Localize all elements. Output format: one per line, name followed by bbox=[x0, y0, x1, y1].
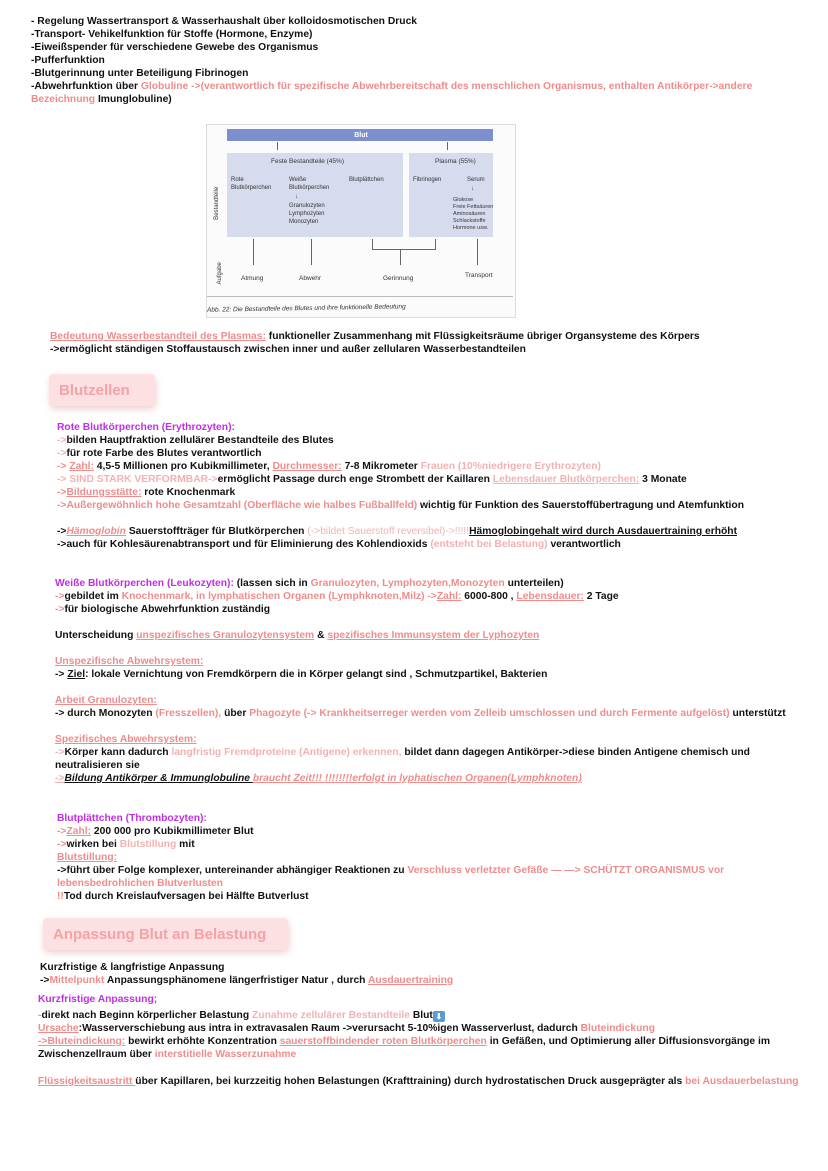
anp-line-2: ->Mittelpunkt Anpassungsphänomene längerfristiger Natur , durch Ausdauertraining bbox=[40, 975, 454, 986]
thromb-line-5: lebensbedrohlichen Blutverlusten bbox=[57, 878, 223, 889]
thromb-line-6: !!Tod durch Kreislaufversagen bei Hälfte Butverlust bbox=[57, 891, 309, 902]
thromb-title: Blutplättchen (Thrombozyten): bbox=[57, 813, 207, 824]
ery-line-2: ->für rote Farbe des Blutes verantwortlich bbox=[57, 448, 262, 459]
leuko-line-1: ->gebildet im Knochenmark, in lymphatischen Organen (Lymphknoten,Milz) ->Zahl: 6000-800 , Lebensdauer: 2 Tage bbox=[55, 591, 619, 602]
side-label-function: Aufgabe bbox=[216, 262, 223, 285]
cell-platelets: Blutplättchen bbox=[349, 177, 384, 183]
connector bbox=[400, 249, 401, 265]
anp-line-3: Kurzfristige Anpassung; bbox=[38, 994, 158, 1005]
unterscheidung-line: Unterscheidung unspezifisches Granulozytensystem & spezifisches Immunsystem der Lyphozyten bbox=[55, 630, 540, 641]
connector bbox=[477, 239, 478, 265]
bedeutung-line-2: ->ermöglicht ständigen Stoffaustausch zwischen inner und außer zellularen Wasserbestandteilen bbox=[50, 344, 526, 355]
function-transport: Transport bbox=[465, 272, 493, 279]
plasma-heading: Plasma (55%) bbox=[435, 158, 476, 165]
intro-line-4: -Pufferfunktion bbox=[31, 55, 105, 66]
anp-line-7: Zwischenzellraum über interstitielle Wasserzunahme bbox=[38, 1049, 297, 1060]
granulozyten-heading: Arbeit Granulozyten: bbox=[55, 695, 157, 706]
spez-line-3: ->Bildung Antikörper & Immunglobuline braucht Zeit!!! !!!!!!!!erfolgt in lyphatischen Organen(Lymphknoten) bbox=[55, 773, 582, 784]
arrow-glyph: ↓ bbox=[471, 186, 474, 192]
thromb-line-2: ->wirken bei Blutstillung mit bbox=[57, 839, 195, 850]
plasma-serum: Serum bbox=[467, 177, 485, 183]
anp-line-5: Ursache:Wasserverschiebung aus intra in extravasalen Raum ->verursacht 5-10%igen Wasserverlust, dadurch Bluteindickung bbox=[38, 1023, 655, 1034]
spez-heading: Spezifisches Abwehrsystem: bbox=[55, 734, 197, 745]
connector bbox=[372, 249, 436, 250]
ery-line-8: ->auch für Kohlesäurenabtransport und für Eliminierung des Kohlendioxids (entsteht bei Belastung) verantwortlich bbox=[57, 539, 621, 550]
figure-caption: Abb. 22: Die Bestandteile des Blutes und ihre funktionelle Bedeutung bbox=[206, 303, 406, 314]
section-heading-anpassung: Anpassung Blut an Belastung bbox=[43, 918, 288, 950]
function-breathing: Atmung bbox=[241, 275, 264, 282]
intro-line-7: Bezeichnung Imunglobuline) bbox=[31, 94, 172, 105]
bedeutung-line-1: Bedeutung Wasserbestandteil des Plasmas: funktioneller Zusammenhang mit Flüssigkeitsräume übriger Organsysteme des Körpers bbox=[50, 331, 700, 342]
intro-line-2: -Transport- Vehikelfunktion für Stoffe (Hormone, Enzyme) bbox=[31, 29, 313, 40]
cell-red-2: Blutkörperchen bbox=[231, 185, 272, 191]
thromb-line-1: ->Zahl: 200 000 pro Kubikmillimeter Blut bbox=[57, 826, 254, 837]
solid-components-heading: Feste Bestandteile (45%) bbox=[271, 158, 344, 165]
arrow-down-icon: ⬇ bbox=[433, 1011, 445, 1022]
cell-red: Rote bbox=[231, 177, 244, 183]
ery-line-1: ->bilden Hauptfraktion zellulärer Bestandteile des Blutes bbox=[57, 435, 334, 446]
function-defense: Abwehr bbox=[299, 275, 322, 282]
connector bbox=[311, 239, 312, 265]
intro-line-3: -Eiweißspender für verschiedene Gewebe des Organismus bbox=[31, 42, 319, 53]
cell-monocytes: Monozyten bbox=[289, 219, 319, 225]
section-heading-blutzellen: Blutzellen bbox=[49, 374, 155, 406]
intro-line-5: -Blutgerinnung unter Beteiligung Fibrinogen bbox=[31, 68, 249, 79]
ery-line-4: -> SIND STARK VERFORMBAR->ermöglicht Passage durch enge Strombett der Kaillaren Lebensdauer Blutkörperchen: 3 Monate bbox=[57, 474, 687, 485]
arrow-glyph: ↓ bbox=[295, 194, 298, 200]
cell-lymphocytes: Lymphozyten bbox=[289, 211, 325, 217]
ery-line-3: -> Zahl: 4,5-5 Millionen pro Kubikmillimeter, Durchmesser: 7-8 Mikrometer Frauen (10%niedrigere Erythrozyten) bbox=[57, 461, 601, 472]
anp-line-6: ->Bluteindickung: bewirkt erhöhte Konzentration sauerstoffbindender roten Blutkörperchen in Gefäßen, und Optimierung aller Diffusionsvorgänge im bbox=[38, 1036, 771, 1047]
plasma-fatty-acids: Freie Fettsäuren bbox=[453, 204, 494, 210]
unspez-line: -> Ziel: lokale Vernichtung von Fremdkörpern die in Körper gelangt sind , Schmutzpartikel, Bakterien bbox=[55, 669, 548, 680]
connector bbox=[253, 239, 254, 265]
ery-line-7: ->Hämoglobin Sauerstoffträger für Blutkörperchen (->bildet Sauerstoff reversibel)->!!!!!Hämoglobingehalt wird durch Ausdauertraining erhöht bbox=[57, 526, 738, 537]
connector bbox=[372, 239, 373, 249]
plasma-glucose: Glukose bbox=[453, 197, 474, 203]
ery-line-6: ->Außergewöhnlich hohe Gesamtzahl (Oberfläche wie halbes Fußballfeld) wichtig für Funktion des Sauerstoffübertragung und Atemfunktion bbox=[57, 500, 744, 511]
side-label-components: Bestandteile bbox=[214, 186, 221, 220]
connector bbox=[447, 142, 448, 150]
leuko-line-2: ->für biologische Abwehrfunktion zuständig bbox=[55, 604, 271, 615]
granulozyten-line: -> durch Monozyten (Fresszellen), über Phagozyte (-> Krankheitserreger werden vom Zelleib umschlossen und durch Fermente aufgelöst) unterstützt bbox=[55, 708, 786, 719]
intro-line-1: - Regelung Wassertransport & Wasserhaushalt über kolloidosmotischen Druck bbox=[31, 16, 418, 27]
cell-white: Weiße bbox=[289, 177, 307, 183]
unspez-heading: Unspezifische Abwehrsystem: bbox=[55, 656, 204, 667]
thromb-line-3: Blutstillung: bbox=[57, 852, 118, 863]
leuko-title: Weiße Blutkörperchen (Leukozyten): (lassen sich in Granulozyten, Lymphozyten,Monozyten unterteilen) bbox=[55, 578, 564, 589]
plasma-waste: Schlackstoffe bbox=[453, 218, 486, 224]
figure-divider bbox=[207, 296, 513, 297]
connector bbox=[277, 142, 278, 150]
spez-line-1: ->Körper kann dadurch langfristig Fremdproteine (Antigene) erkennen, bildet dann dagegen Antikörper->diese binden Antigene chemisch und bbox=[55, 747, 750, 758]
intro-line-6: -Abwehrfunktion über Globuline ->(verantwortlich für spezifische Abwehrbereitschaft des menschlichen Organismus, enthalten Antikörper->andere bbox=[31, 81, 753, 92]
plasma-hormones: Hormone usw. bbox=[453, 225, 489, 231]
connector bbox=[435, 239, 436, 249]
plasma-fibrinogen: Fibrinogen bbox=[413, 177, 442, 183]
anp-line-8: Flüssigkeitsaustritt über Kapillaren, bei kurzzeitig hohen Belastungen (Krafttraining) durch hydrostatischen Druck ausgeprägter als bei Ausdauerbelastung bbox=[38, 1076, 799, 1087]
cell-granulocytes: Granulozyten bbox=[289, 203, 325, 209]
ery-title: Rote Blutkörperchen (Erythrozyten): bbox=[57, 422, 235, 433]
figure-title: Blut bbox=[354, 132, 368, 139]
blood-components-figure bbox=[206, 124, 516, 318]
cell-white-2: Blutkörperchen bbox=[289, 185, 330, 191]
function-coagulation: Gerinnung bbox=[383, 275, 414, 282]
ery-line-5: ->Bildungsstätte: rote Knochenmark bbox=[57, 487, 236, 498]
thromb-line-4: ->führt über Folge komplexer, untereinander abhängiger Reaktionen zu Verschluss verletzter Gefäße — —> SCHÜTZT ORGANISMUS vor bbox=[57, 865, 725, 876]
spez-line-2: neutralisieren sie bbox=[55, 760, 140, 771]
plasma-amino-acids: Aminosäuren bbox=[453, 211, 486, 217]
anp-line-4: -direkt nach Beginn körperlicher Belastung Zunahme zellulärer Bestandteile Blut ⬇ bbox=[38, 1010, 445, 1023]
anp-line-1: Kurzfristige & langfristige Anpassung bbox=[40, 962, 225, 973]
